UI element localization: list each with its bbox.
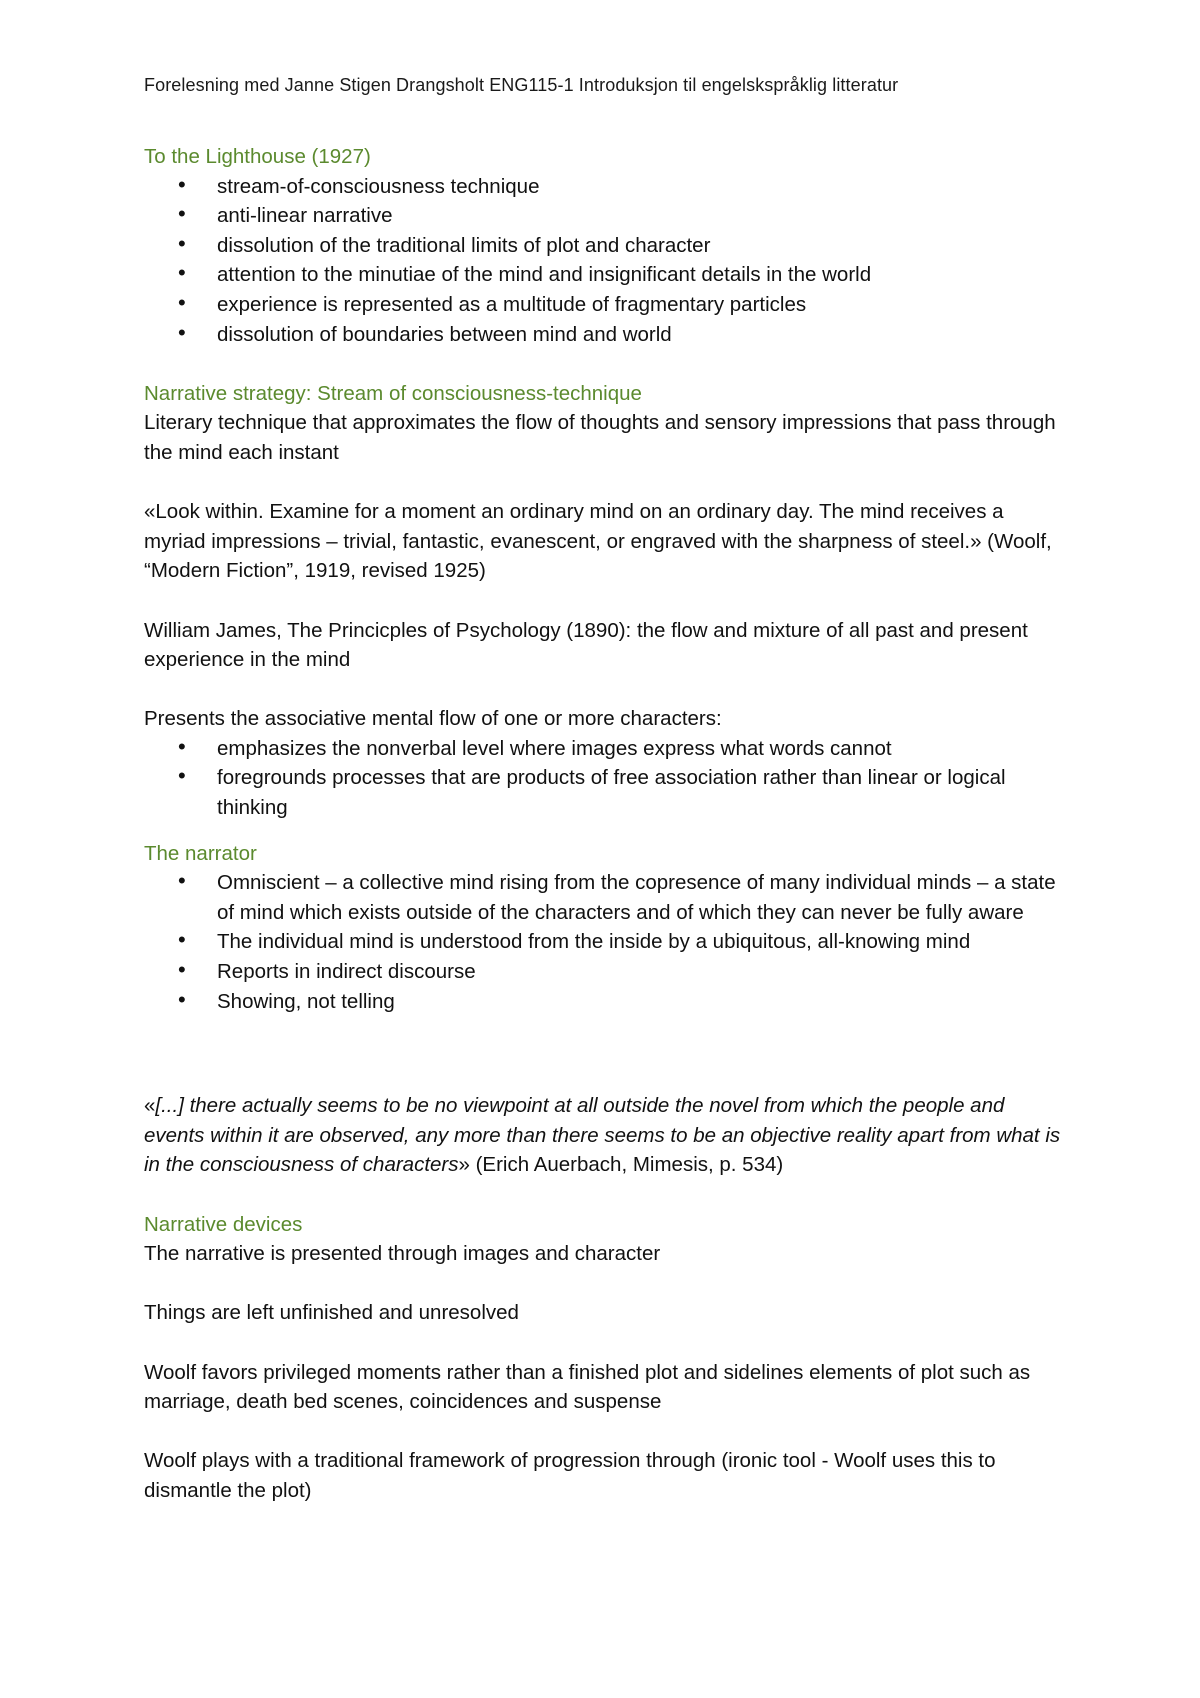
devices-paragraph: Woolf favors privileged moments rather than a finished plot and sidelines elements of plot such as marriage, death bed scenes, coincidences and suspense	[144, 1360, 1031, 1414]
strategy-bullet-list	[144, 734, 1064, 823]
heading-narrative-devices: Narrative devices	[144, 1212, 303, 1236]
auerbach-citation: » (Erich Auerbach, Mimesis, p. 534)	[458, 1153, 784, 1177]
woolf-quote: «Look within. Examine for a moment an ordinary mind on an ordinary day. The mind receives a myriad impressions – trivial, fantastic, evanescent, or engraved with the sharpness of steel.» (Woolf, “Modern Fiction”, 1919, revised 1925)	[144, 500, 1052, 583]
list-item: • foregrounds processes that are products of free association rather than linear or logical thinking	[217, 763, 1064, 822]
heading-narrative-strategy: Narrative strategy: Stream of consciousness-technique	[144, 381, 642, 405]
list-item: • Omniscient – a collective mind rising from the copresence of many individual minds – a state of mind which exists outside of the characters and of which they can never be fully aware	[217, 868, 1064, 927]
list-item: • stream-of-consciousness technique	[217, 172, 1064, 202]
presents-intro: Presents the associative mental flow of one or more characters:	[144, 707, 722, 731]
list-item: • attention to the minutiae of the mind and insignificant details in the world	[217, 260, 1064, 290]
narrator-bullet-list	[144, 868, 1064, 1016]
devices-paragraph: The narrative is presented through images and character	[144, 1242, 661, 1266]
auerbach-quote-text: [...] there actually seems to be no viewpoint at all outside the novel from which the people and events within it are observed, any more than there seems to be an objective reality apart from what is in the consciousness of characters	[144, 1094, 1061, 1177]
heading-narrator: The narrator	[144, 841, 257, 865]
auerbach-quote	[144, 1091, 1064, 1180]
list-item: • dissolution of the traditional limits of plot and character	[217, 231, 1064, 261]
list-item: • The individual mind is understood from the inside by a ubiquitous, all-knowing mind	[217, 927, 1064, 957]
list-item: • Showing, not telling	[217, 987, 1064, 1017]
document-body	[144, 142, 1064, 1506]
list-item: • Reports in indirect discourse	[217, 957, 1064, 987]
quote-open-mark: «	[144, 1094, 156, 1118]
list-item: • experience is represented as a multitude of fragmentary particles	[217, 290, 1064, 320]
strategy-definition: Literary technique that approximates the flow of thoughts and sensory impressions that pass through the mind each instant	[144, 411, 1056, 464]
william-james-note: William James, The Princicples of Psychology (1890): the flow and mixture of all past and present experience in the mind	[144, 618, 1028, 672]
devices-paragraph: Things are left unfinished and unresolved	[144, 1301, 519, 1325]
devices-paragraph: Woolf plays with a traditional framework of progression through (ironic tool - Woolf uses this to dismantle the plot)	[144, 1449, 996, 1502]
lighthouse-bullet-list	[144, 172, 1064, 350]
list-item: • anti-linear narrative	[217, 201, 1064, 231]
list-item: • emphasizes the nonverbal level where images express what words cannot	[217, 734, 1064, 764]
list-item: • dissolution of boundaries between mind and world	[217, 320, 1064, 350]
heading-lighthouse: To the Lighthouse (1927)	[144, 145, 371, 168]
page-header: Forelesning med Janne Stigen Drangsholt ENG115-1 Introduksjon til engelskspråklig litteratur	[144, 75, 899, 95]
